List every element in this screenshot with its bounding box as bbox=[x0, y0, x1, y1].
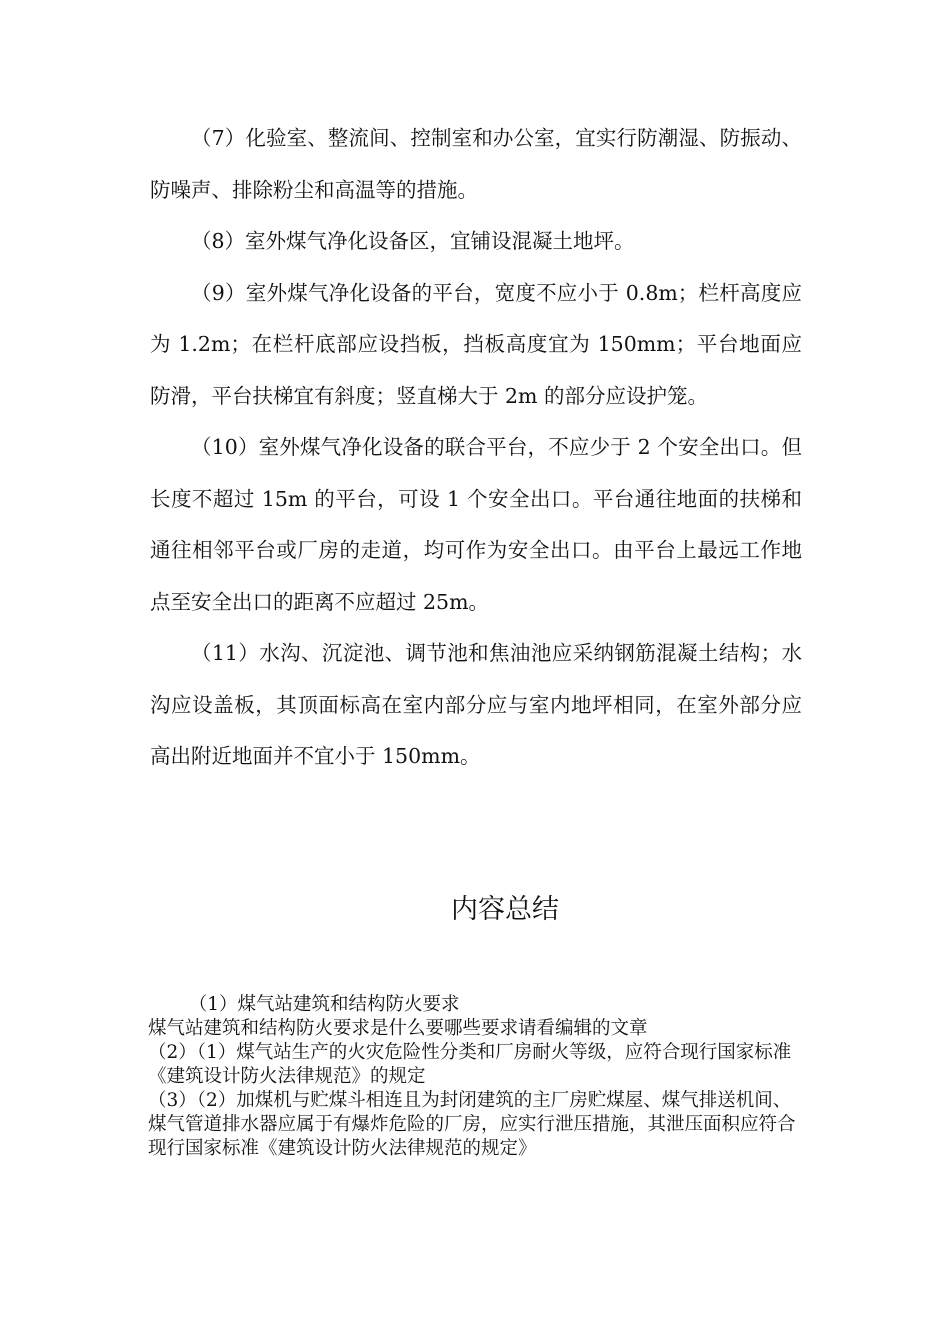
summary-line: （1）煤气站建筑和结构防火要求 bbox=[188, 994, 460, 1015]
body-text bbox=[150, 113, 802, 783]
summary-line: （2）（1）煤气站生产的火灾危险性分类和厂房耐火等级，应符合现行国家标准《建筑设计防火法律规范》的规定 bbox=[148, 1042, 792, 1087]
paragraph-9: （9）室外煤气净化设备的平台，宽度不应小于 0.8m；栏杆高度应为 1.2m；在栏杆底部应设挡板，挡板高度宜为 150mm；平台地面应防滑，平台扶梯宜有斜度；竖直梯大于 2m 的部分应设护笼。 bbox=[150, 280, 802, 408]
paragraph-7: （7）化验室、整流间、控制室和办公室，宜实行防潮湿、防振动、防噪声、排除粉尘和高温等的措施。 bbox=[150, 126, 802, 202]
summary-line: （3）（2）加煤机与贮煤斗相连且为封闭建筑的主厂房贮煤屋、煤气排送机间、煤气管道排水器应属于有爆炸危险的厂房，应实行泄压措施，其泄压面积应符合现行国家标准《建筑设计防火法律规范的规定》 bbox=[148, 1090, 796, 1159]
summary-section bbox=[148, 993, 808, 1161]
summary-title: 内容总结 bbox=[451, 894, 559, 925]
paragraph-11: （11）水沟、沉淀池、调节池和焦油池应采纳钢筋混凝土结构；水沟应设盖板，其顶面标高在室内部分应与室内地坪相同，在室外部分应高出附近地面并不宜小于 150mm。 bbox=[150, 641, 802, 768]
summary-line: 煤气站建筑和结构防火要求是什么要哪些要求请看编辑的文章 bbox=[148, 1018, 648, 1039]
paragraph-8: （8）室外煤气净化设备区，宜铺设混凝土地坪。 bbox=[191, 229, 635, 253]
paragraph-10: （10）室外煤气净化设备的联合平台，不应少于 2 个安全出口。但长度不超过 15m 的平台，可设 1 个安全出口。平台通往地面的扶梯和通往相邻平台或厂房的走道，均可作为安全出口。由平台上最远工作地点至安全出口的距离不应超过 25m。 bbox=[150, 435, 802, 614]
